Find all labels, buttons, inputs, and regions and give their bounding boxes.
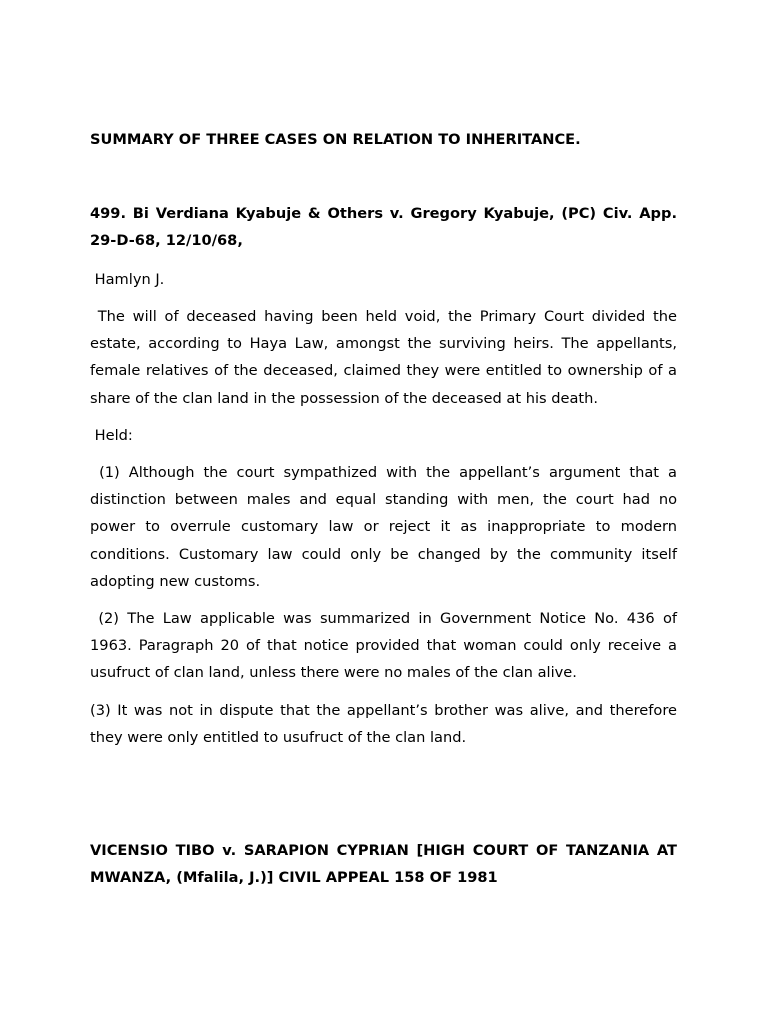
held-point-2: (2) The Law applicable was summarized in Government Notice No. 436 of 1963. Paragraph 20 of that notice provided that woman could only receive a usufruct of clan land, unless there were no males of the clan alive.: [90, 610, 682, 682]
held-label: Held:: [90, 427, 133, 444]
facts-paragraph: The will of deceased having been held void, the Primary Court divided the estate, according to Haya Law, amongst the surviving heirs. The appellants, female relatives of the deceased, claimed they were entitled to ownership of a share of the clan land in the possession of the deceased at his death.: [90, 308, 682, 407]
case-heading-kyabuje: 499. Bi Verdiana Kyabuje & Others v. Gregory Kyabuje, (PC) Civ. App. 29-D-68, 12/10/68,: [90, 205, 683, 250]
held-point-3: (3) It was not in dispute that the appellant’s brother was alive, and therefore they were only entitled to usufruct of the clan land.: [90, 702, 682, 747]
document-title: SUMMARY OF THREE CASES ON RELATION TO INHERITANCE.: [90, 131, 581, 148]
judge-name: Hamlyn J.: [90, 271, 165, 288]
held-point-1: (1) Although the court sympathized with the appellant’s argument that a distinction between males and equal standing with men, the court had no power to overrule customary law or reject it as inappropriate to modern conditions. Customary law could only be changed by the community itself adopting new customs.: [90, 464, 682, 590]
case-heading-tibo: VICENSIO TIBO v. SARAPION CYPRIAN [HIGH COURT OF TANZANIA AT MWANZA, (Mfalila, J.)] CIVIL APPEAL 158 OF 1981: [90, 842, 683, 887]
